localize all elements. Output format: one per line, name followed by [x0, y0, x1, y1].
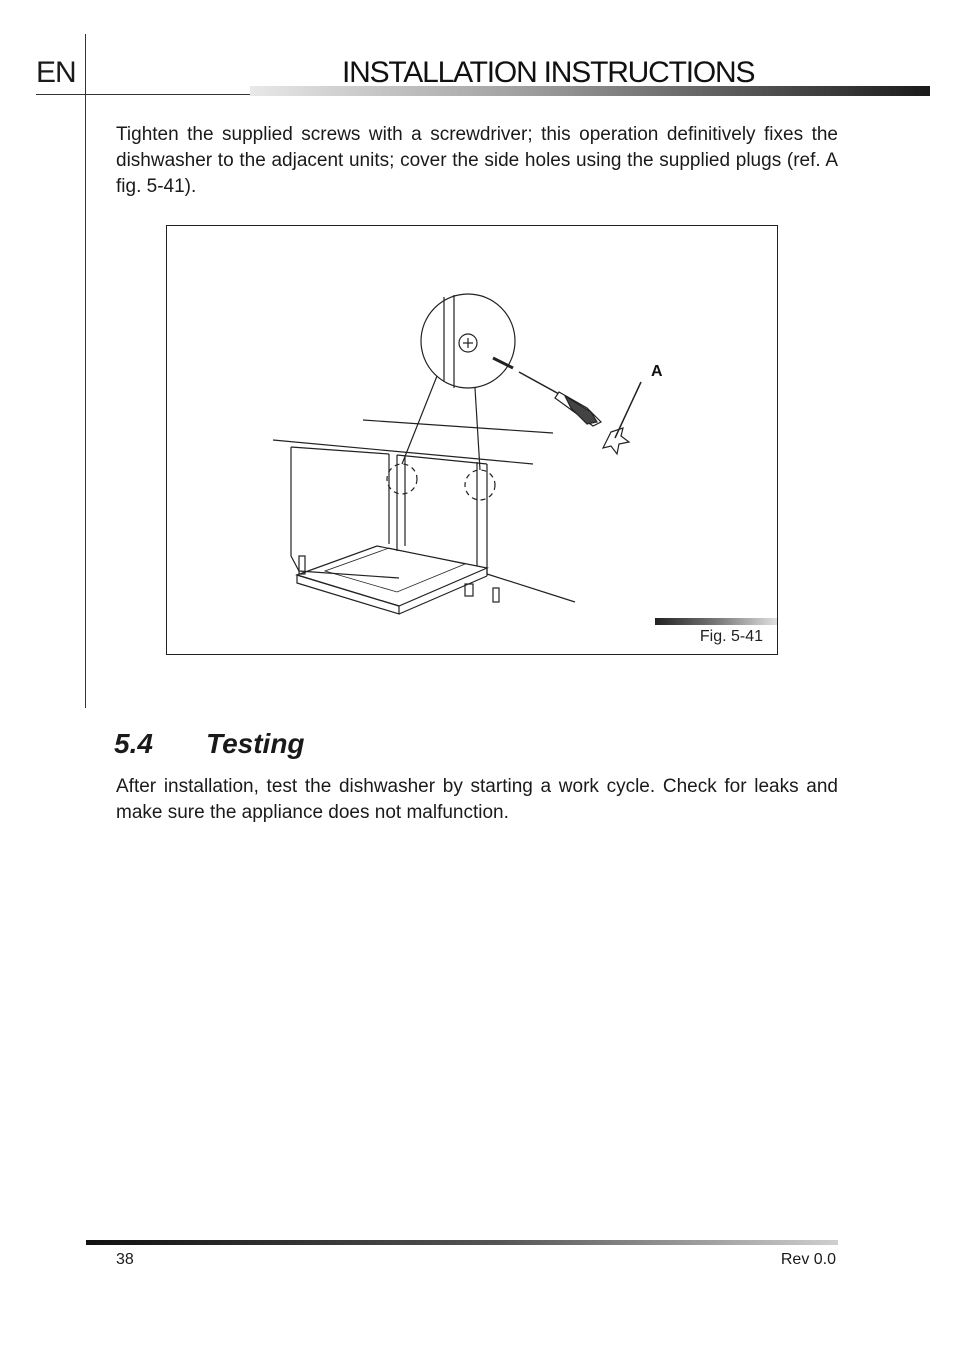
page-title: INSTALLATION INSTRUCTIONS [342, 56, 755, 89]
section-number: 5.4 [114, 728, 153, 759]
intro-paragraph: Tighten the supplied screws with a screwdriver; this operation definitively fixes the dishwasher to the adjacent units; cover the side holes using the supplied plugs (ref. A fig. 5-41). [116, 124, 838, 197]
margin-rule [85, 34, 86, 708]
page-number: 38 [116, 1251, 134, 1268]
installation-figure [166, 225, 778, 655]
language-code: EN [36, 56, 76, 89]
footer-gradient-bar [86, 1240, 838, 1245]
section-body: After installation, test the dishwasher by starting a work cycle. Check for leaks and make sure the appliance does not malfunction. [116, 776, 838, 823]
caption-gradient-bar [655, 618, 777, 625]
revision-label: Rev 0.0 [780, 1251, 836, 1268]
figure-caption: Fig. 5-41 [699, 628, 763, 645]
section-title: Testing [206, 728, 305, 759]
section-heading [114, 728, 305, 760]
header-underline [36, 94, 251, 95]
dishwasher-illustration [167, 226, 779, 656]
callout-a-label: A [651, 363, 663, 380]
